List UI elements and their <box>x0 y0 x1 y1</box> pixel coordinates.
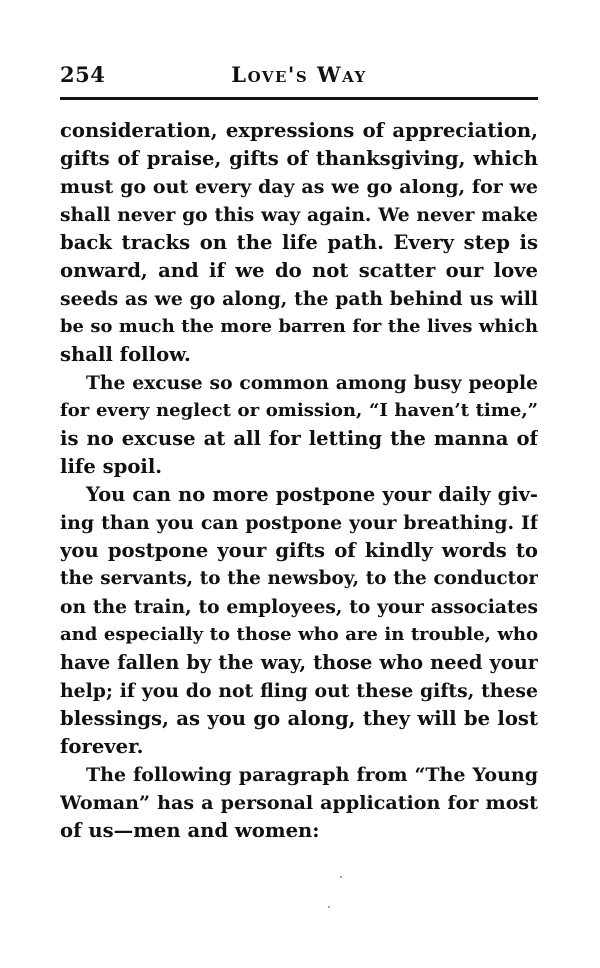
text-line: you postpone your gifts of kindly words to <box>60 539 538 562</box>
text-line: on the train, to employees, to your associates <box>60 596 538 618</box>
header-rule <box>60 97 538 100</box>
text-line: shall never go this way again. We never make <box>60 204 538 226</box>
text-line: of us—men and women: <box>60 819 320 842</box>
text-line: back tracks on the life path. Every step is <box>60 231 538 254</box>
text-line: must go out every day as we go along, for we <box>60 176 538 198</box>
text-line: ing than you can postpone your breathing. If <box>60 512 538 534</box>
print-speck <box>328 906 330 908</box>
text-line: forever. <box>60 735 144 758</box>
text-line: life spoil. <box>60 455 163 478</box>
text-line: You can no more postpone your daily giv- <box>86 483 538 506</box>
text-line: be so much the more barren for the lives which <box>60 316 538 337</box>
text-line: The following paragraph from “The Young <box>86 764 538 786</box>
running-title: Love's Way <box>231 62 367 87</box>
text-line: have fallen by the way, those who need your <box>60 651 538 674</box>
running-head <box>60 60 538 94</box>
text-line: blessings, as you go along, they will be lost <box>60 707 538 730</box>
page-number: 254 <box>60 62 106 87</box>
text-line: shall follow. <box>60 343 191 366</box>
text-line: for every neglect or omission, “I haven’t time,” <box>60 400 538 421</box>
text-line: seeds as we go along, the path behind us will <box>60 288 538 310</box>
text-line: and especially to those who are in trouble, who <box>60 624 538 645</box>
text-line: The excuse so common among busy people <box>86 372 538 394</box>
body-text <box>60 117 538 845</box>
text-line: help; if you do not fling out these gifts, these <box>60 680 538 702</box>
text-line: gifts of praise, gifts of thanksgiving, which <box>60 147 538 170</box>
text-line: the servants, to the newsboy, to the conductor <box>60 568 538 589</box>
print-speck <box>340 876 342 878</box>
text-line: Woman” has a personal application for most <box>60 791 538 814</box>
text-line: onward, and if we do not scatter our love <box>60 259 538 282</box>
text-line: consideration, expressions of appreciation, <box>60 119 538 142</box>
text-line: is no excuse at all for letting the manna of <box>60 427 538 450</box>
